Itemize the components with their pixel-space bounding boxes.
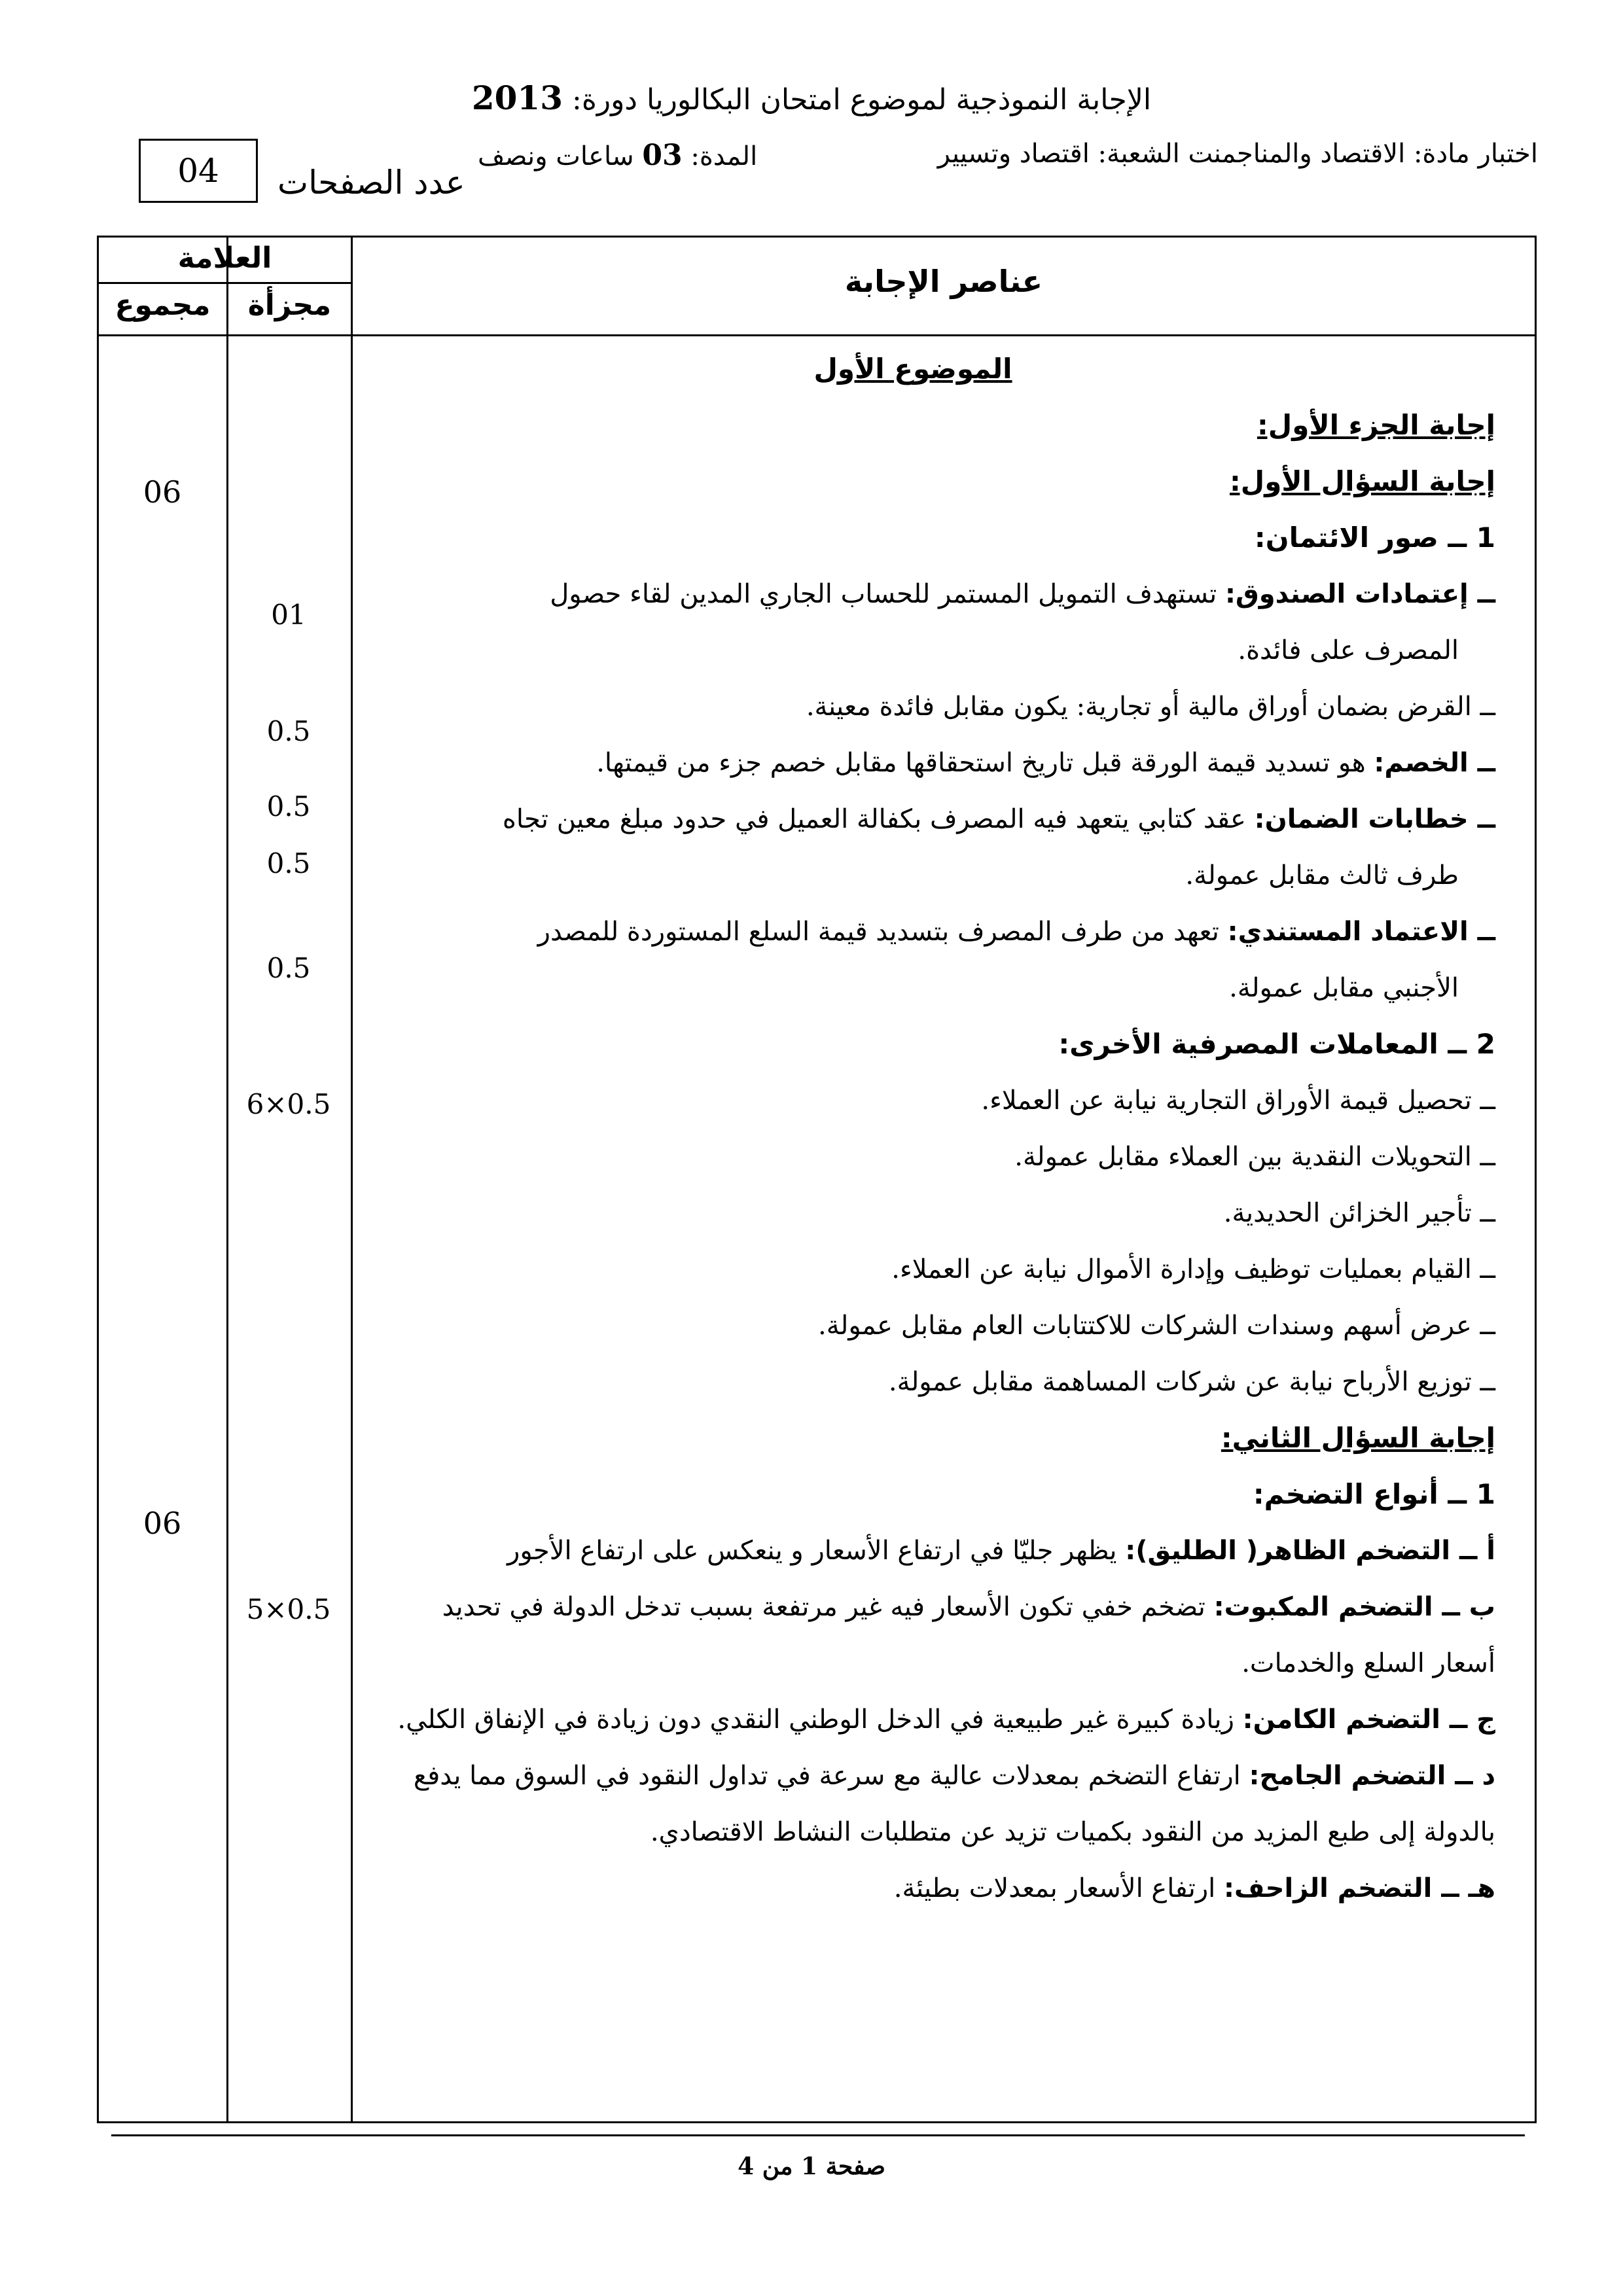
term: أ ــ التضخم الظاهر( الطليق):: [1125, 1536, 1495, 1566]
definition: تعهد من طرف المصرف بتسديد قيمة السلع المستوردة للمصدر: [537, 917, 1219, 947]
col-divider-total: [226, 238, 228, 2121]
answer-line: [330, 791, 1495, 847]
answer-column-header: عناصر الإجابة: [844, 264, 1043, 299]
term: ج ــ التضخم الكامن:: [1242, 1704, 1495, 1735]
mark-column-header: العلامة: [177, 241, 272, 275]
term: ــ خطابات الضمان:: [1254, 804, 1495, 834]
duration-line: [478, 139, 757, 172]
answer-content: [330, 341, 1495, 1916]
total-column-header: مجموع: [115, 289, 211, 322]
exam-title: [0, 79, 1623, 117]
answer-table: [97, 236, 1537, 2123]
question-heading: إجابة السؤال الثاني:: [1221, 1422, 1495, 1454]
footer-page-word: صفحة: [825, 2153, 885, 2180]
answer-line: [330, 735, 1495, 791]
definition: زيادة كبيرة غير طبيعية في الدخل الوطني النقدي دون زيادة في الإنفاق الكلي.: [397, 1704, 1234, 1735]
answer-line: ــ توزيع الأرباح نيابة عن شركات المساهمة مقابل عمولة.: [888, 1367, 1495, 1397]
partial-mark: 0.5: [266, 952, 311, 984]
answer-line: ــ عرض أسهم وسندات الشركات للاكتتابات العام مقابل عمولة.: [818, 1311, 1495, 1341]
answer-line: ــ القرض بضمان أوراق مالية أو تجارية: يكون مقابل فائدة معينة.: [806, 692, 1495, 722]
section-heading: 1 ــ أنواع التضخم:: [1253, 1478, 1495, 1510]
section-heading: 2 ــ المعاملات المصرفية الأخرى:: [1058, 1028, 1495, 1060]
answer-line: طرف ثالث مقابل عمولة.: [1185, 860, 1459, 891]
partial-mark: 0.5: [266, 847, 311, 879]
answer-line: [330, 904, 1495, 960]
footer-page-num: 1: [800, 2153, 818, 2180]
pages-label: عدد الصفحات: [277, 164, 465, 202]
answer-line: [330, 1691, 1495, 1748]
footer-page-total: 4: [738, 2153, 755, 2180]
page-footer: [0, 2153, 1623, 2180]
duration-prefix: المدة:: [690, 141, 758, 171]
partial-mark: 01: [271, 599, 306, 631]
answer-line: المصرف على فائدة.: [1238, 635, 1459, 665]
header-bottom-rule: [99, 334, 1535, 336]
total-mark-q1: 06: [143, 474, 182, 510]
definition: تضخم خفي تكون الأسعار فيه غير مرتفعة بسبب تدخل الدولة في تحديد: [442, 1592, 1205, 1622]
footer-rule: [111, 2134, 1525, 2136]
definition: تستهدف التمويل المستمر للحساب الجاري المدين لقاء حصول: [550, 579, 1217, 609]
duration-value: 03: [642, 139, 683, 172]
exam-year: 2013: [471, 79, 563, 117]
topic-heading: الموضوع الأول: [813, 353, 1012, 385]
answer-line: ــ تأجير الخزائن الحديدية.: [1223, 1198, 1495, 1228]
partial-mark: 5×0.5: [246, 1593, 331, 1625]
term: د ــ التضخم الجامح:: [1249, 1761, 1495, 1791]
term: ــ الاعتماد المستندي:: [1227, 917, 1495, 947]
term: ــ إعتمادات الصندوق:: [1224, 579, 1495, 609]
question-heading: إجابة السؤال الأول:: [1229, 465, 1495, 497]
answer-line: [330, 566, 1495, 622]
answer-line: بالدولة إلى طبع المزيد من النقود بكميات تزيد عن متطلبات النشاط الاقتصادي.: [650, 1817, 1495, 1847]
total-mark-q2: 06: [143, 1506, 182, 1541]
subject-line: اختبار مادة: الاقتصاد والمناجمنت الشعبة: اقتصاد وتسيير: [937, 139, 1538, 169]
mark-header-divider: [99, 282, 353, 284]
answer-line: ــ تحصيل قيمة الأوراق التجارية نيابة عن العملاء.: [981, 1086, 1495, 1116]
exam-title-text: الإجابة النموذجية لموضوع امتحان البكالوريا دورة:: [572, 83, 1152, 116]
answer-line: [330, 1748, 1495, 1804]
answer-line: ــ القيام بعمليات توظيف وإدارة الأموال نيابة عن العملاء.: [891, 1254, 1495, 1284]
partial-mark: 6×0.5: [246, 1088, 331, 1120]
answer-line: ــ التحويلات النقدية بين العملاء مقابل عمولة.: [1014, 1142, 1495, 1172]
answer-line: الأجنبي مقابل عمولة.: [1229, 973, 1459, 1003]
answer-line: [330, 1523, 1495, 1579]
definition: ارتفاع الأسعار بمعدلات بطيئة.: [893, 1873, 1216, 1903]
answer-line: [330, 1860, 1495, 1916]
definition: ارتفاع التضخم بمعدلات عالية مع سرعة في تداول النقود في السوق مما يدفع: [413, 1761, 1241, 1791]
answer-line: أسعار السلع والخدمات.: [1241, 1648, 1495, 1678]
definition: هو تسديد قيمة الورقة قبل تاريخ استحقاقها مقابل خصم جزء من قيمتها.: [596, 748, 1366, 778]
footer-of-word: من: [762, 2153, 793, 2180]
partial-column-header: مجزأة: [247, 289, 332, 322]
part-heading: إجابة الجزء الأول:: [1257, 409, 1495, 441]
term: ب ــ التضخم المكبوت:: [1213, 1592, 1495, 1622]
answer-line: [330, 1579, 1495, 1635]
partial-mark: 0.5: [266, 715, 311, 747]
section-heading: 1 ــ صور الائتمان:: [1254, 521, 1495, 554]
partial-mark: 0.5: [266, 790, 311, 822]
definition: يظهر جليّا في ارتفاع الأسعار و ينعكس على ارتفاع الأجور: [507, 1536, 1117, 1566]
definition: عقد كتابي يتعهد فيه المصرف بكفالة العميل في حدود مبلغ معين تجاه: [502, 804, 1246, 834]
pages-count-box: 04: [139, 139, 258, 203]
term: ــ الخصم:: [1374, 748, 1495, 778]
duration-suffix: ساعات ونصف: [478, 141, 634, 171]
term: هـ ــ التضخم الزاحف:: [1224, 1873, 1495, 1903]
